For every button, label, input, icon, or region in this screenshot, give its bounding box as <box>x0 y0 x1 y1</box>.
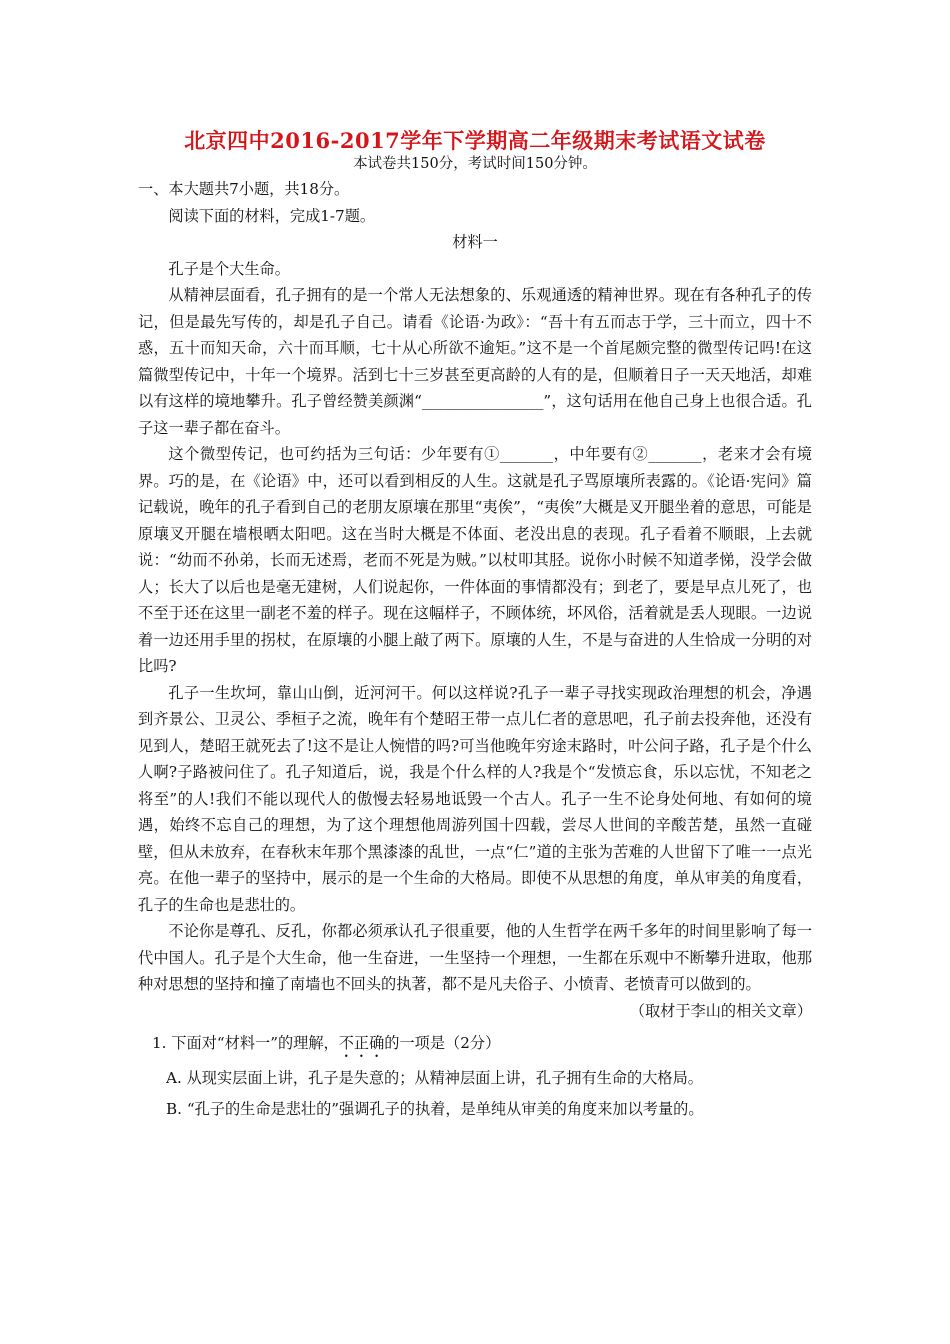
question-1-emphasis: 不正确 <box>338 1034 385 1052</box>
reading-instruction: 阅读下面的材料，完成1-7题。 <box>168 206 376 225</box>
exam-title: 北京四中2016-2017学年下学期高二年级期末考试语文试卷 <box>184 128 766 153</box>
question-1-prefix: 1. 下面对“材料一”的理解， <box>152 1034 339 1052</box>
option-b: B. “孔子的生命是悲壮的”强调孔子的执着，是单纯从审美的角度来加以考量的。 <box>166 1099 704 1118</box>
option-a: A. 从现实层面上讲，孔子是失意的；从精神层面上讲，孔子拥有生命的大格局。 <box>166 1069 703 1087</box>
material-title: 材料一 <box>452 233 498 251</box>
paragraph-4: 孔子一生坎坷，靠山山倒，近河河干。何以这样说?孔子一辈子寻找实现政治理想的机会，净遇到齐景公、卫灵公、季桓子之流，晚年有个楚昭王带一点儿仁者的意思吧，孔子前去投奔他，还没有见到人，楚昭王就死去了!这不是让人惋惜的吗?可当他晚年穷途末路时，叶公问子路，孔子是个什么人啊?子路被问住了。孔子知道后，说，我是个什么样的人?我是个“发愤忘食，乐以忘忧，不知老之将至”的人!我们不能以现代人的傲慢去轻易地诋毁一个古人。孔子一生不论身处何地、有如何的境遇，始终不忘自己的理想，为了这个理想他周游列国十四载，尝尽人世间的辛酸苦楚，虽然一直碰壁，但从未放弃，在春秋末年那个黑漆漆的乱世，一点“仁”道的主张为苦难的人世留下了唯一一点光亮。在他一辈子的坚持中，展示的是一个生命的大格局。即使不从思想的角度，单从审美的角度看，孔子的生命也是悲壮的。 <box>138 683 812 914</box>
exam-subtitle: 本试卷共150分，考试时间150分钟。 <box>353 156 597 172</box>
paragraph-5: 不论你是尊孔、反孔，你都必须承认孔子很重要，他的人生哲学在两千多年的时间里影响了每一代中国人。孔子是个大生命，他一生奋进，一生坚持一个理想，一生都在乐观中不断攀升进取，他那种对思想的坚持和撞了南墙也不回头的执著，都不是凡夫俗子、小愤青、老愤青可以做到的。 <box>138 922 812 993</box>
section-heading: 一、本大题共7小题，共18分。 <box>138 180 350 198</box>
paragraph-1: 孔子是个大生命。 <box>168 259 290 278</box>
question-1-suffix: 的一项是（2分） <box>384 1034 501 1052</box>
paragraph-3: 这个微型传记，也可约括为三句话：少年要有①_______，中年要有②_______，老来才会有境界。巧的是，在《论语》中，还可以看到相反的人生。这就是孔子骂原壤所表露的。《论语·宪问》篇记载说，晚年的孔子看到自己的老朋友原壤在那里“夷俟”，“夷俟”大概是叉开腿坐着的意思，可能是原壤叉开腿在墙根晒太阳吧。这在当时大概是不体面、老没出息的表现。孔子看着不顺眼，上去就说：“幼而不孙弟，长而无述焉，老而不死是为贼。”以杖叩其胫。说你小时候不知道孝悌，没学会做人；长大了以后也是毫无建树，人们说起你，一件体面的事情都没有；到老了，要是早点儿死了，也不至于还在这里一副老不羞的样子。现在这幅样子，不顾体统，坏风俗，活着就是丢人现眼。一边说着一边还用手里的拐杖，在原壤的小腿上敲了两下。原壤的人生，不是与奋进的人生恰成一分明的对比吗? <box>138 445 812 675</box>
question-1 <box>138 1030 812 1061</box>
exam-body <box>138 176 812 1122</box>
paragraph-2: 从精神层面看，孔子拥有的是一个常人无法想象的、乐观通透的精神世界。现在有各种孔子的传记，但是最先写传的，却是孔子自己。请看《论语·为政》：“吾十有五而志于学，三十而立，四十不惑，五十而知天命，六十而耳顺，七十从心所欲不逾矩。”这不是一个首尾颇完整的微型传记吗!在这篇微型传记中，十年一个境界。活到七十三岁甚至更高龄的人有的是，但顺着日子一天天地活，却难以有这样的境地攀升。孔子曾经赞美颜渊“________________”，这句话用在他自己身上也很合适。孔子这一辈子都在奋斗。 <box>138 286 812 437</box>
source-citation: （取材于李山的相关文章） <box>629 1001 812 1020</box>
